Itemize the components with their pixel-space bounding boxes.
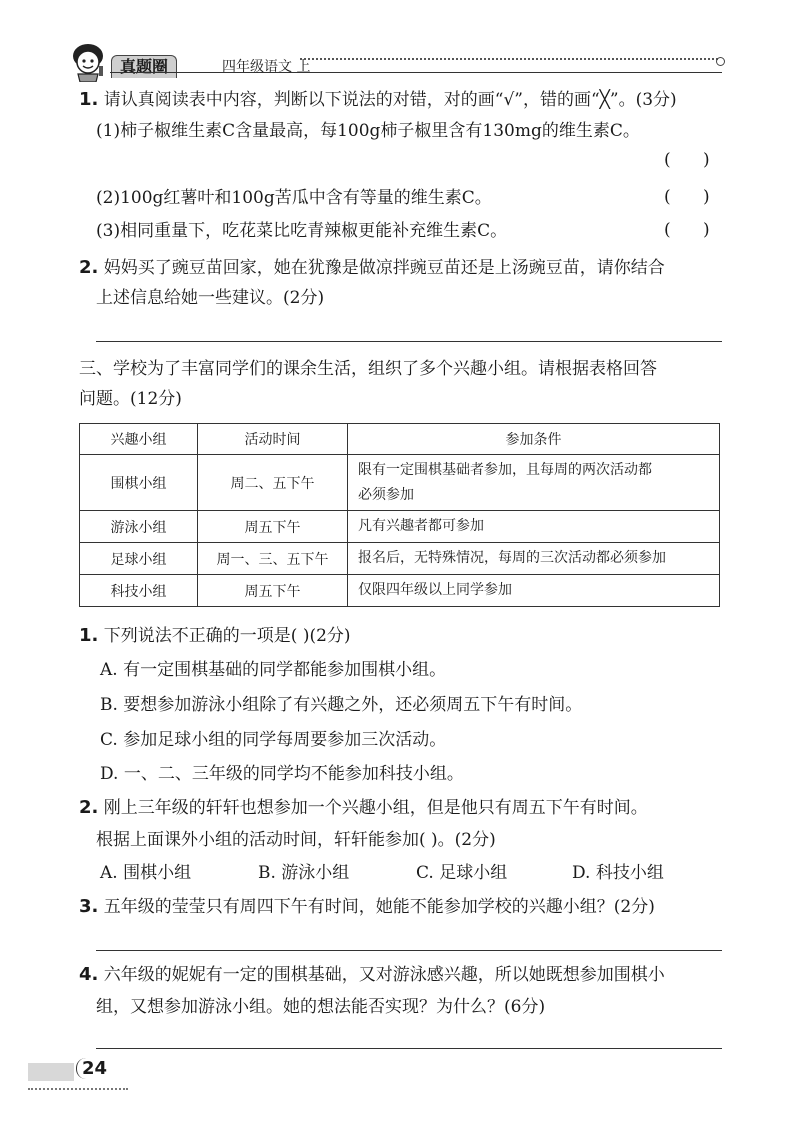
column-header: 兴趣小组 <box>80 424 198 455</box>
question-2-2 <box>79 257 665 279</box>
group-cell: 科技小组 <box>80 575 198 607</box>
condition-cell: 报名后，无特殊情况，每周的三次活动都必须参加 <box>348 543 720 575</box>
question-number: 3. <box>79 896 99 917</box>
section-3-intro: 三、学校为了丰富同学们的课余生活，组织了多个兴趣小组。请根据表格回答 <box>79 359 657 379</box>
question-text-line2: 组，又想参加游泳小组。她的想法能否实现？为什么？(6分) <box>96 997 546 1017</box>
column-header: 活动时间 <box>198 424 348 455</box>
question-number: 4. <box>79 964 99 985</box>
question-text: 请认真阅读表中内容，判断以下说法的对错，对的画“√”，错的画“╳”。(3分) <box>103 90 677 110</box>
judge-item-3: (3)相同重量下，吃花菜比吃青辣椒更能补充维生素C。 <box>96 221 508 241</box>
question-text: 下列说法不正确的一项是( )(2分) <box>103 626 351 646</box>
judge-item-1: (1)柿子椒维生素C含量最高，每100g柿子椒里含有130mg的维生素C。 <box>96 121 640 141</box>
answer-line[interactable] <box>96 341 722 342</box>
condition-line: 必须参加 <box>358 486 414 503</box>
group-cell: 游泳小组 <box>80 511 198 543</box>
page-number: 24 <box>76 1058 107 1079</box>
question-2-1 <box>79 89 677 111</box>
table-row <box>80 575 720 607</box>
question-number: 2. <box>79 797 99 818</box>
time-cell: 周二、五下午 <box>198 455 348 511</box>
condition-line: 限有一定围棋基础者参加，且每周的两次活动都 <box>358 461 652 478</box>
interest-group-table <box>79 423 720 607</box>
table-row <box>80 543 720 575</box>
question-3-2 <box>79 797 648 819</box>
answer-blank[interactable]: ( ) <box>664 150 710 170</box>
option-a: A. 围棋小组 <box>100 863 192 883</box>
answer-line[interactable] <box>96 950 722 951</box>
condition-cell <box>348 455 720 511</box>
table-row <box>80 511 720 543</box>
option-b: B. 要想参加游泳小组除了有兴趣之外，还必须周五下午有时间。 <box>100 695 583 715</box>
footer-dotted-line <box>28 1088 128 1090</box>
option-d: D. 科技小组 <box>572 863 664 883</box>
option-d: D. 一、二、三年级的同学均不能参加科技小组。 <box>100 764 464 784</box>
header-badge: 真题圈 <box>111 55 177 78</box>
option-a: A. 有一定围棋基础的同学都能参加围棋小组。 <box>100 660 447 680</box>
question-3-4 <box>79 964 665 986</box>
group-cell: 围棋小组 <box>80 455 198 511</box>
question-text-line2: 上述信息给她一些建议。(2分) <box>96 288 325 308</box>
time-cell: 周五下午 <box>198 575 348 607</box>
section-3-intro-line2: 问题。(12分) <box>79 389 182 409</box>
question-number: 2. <box>79 257 99 278</box>
group-cell: 足球小组 <box>80 543 198 575</box>
question-number: 1. <box>79 89 99 110</box>
header-rule <box>110 72 722 73</box>
question-text: 五年级的莹莹只有周四下午有时间，她能不能参加学校的兴趣小组？(2分) <box>103 897 655 917</box>
table-header-row <box>80 424 720 455</box>
page-number-bar <box>28 1063 74 1081</box>
answer-blank[interactable]: ( ) <box>664 220 710 240</box>
time-cell: 周五下午 <box>198 511 348 543</box>
answer-line[interactable] <box>96 1048 722 1049</box>
condition-cell: 仅限四年级以上同学参加 <box>348 575 720 607</box>
table-row <box>80 455 720 511</box>
option-c: C. 参加足球小组的同学每周要参加三次活动。 <box>100 730 447 750</box>
question-text: 刚上三年级的轩轩也想参加一个兴趣小组，但是他只有周五下午有时间。 <box>103 798 648 818</box>
option-c: C. 足球小组 <box>416 863 508 883</box>
question-number: 1. <box>79 625 99 646</box>
column-header: 参加条件 <box>348 424 720 455</box>
answer-blank[interactable]: ( ) <box>664 187 710 207</box>
subject-label: 四年级语文 上 <box>222 59 311 75</box>
header-dotted-line <box>300 58 718 60</box>
condition-cell: 凡有兴趣者都可参加 <box>348 511 720 543</box>
question-3-1 <box>79 625 351 647</box>
judge-item-2: (2)100g红薯叶和100g苦瓜中含有等量的维生素C。 <box>96 188 492 208</box>
question-text-line2: 根据上面课外小组的活动时间，轩轩能参加( )。(2分) <box>96 830 496 850</box>
question-3-3 <box>79 896 655 918</box>
mascot-logo <box>66 40 110 82</box>
time-cell: 周一、三、五下午 <box>198 543 348 575</box>
question-text: 六年级的妮妮有一定的围棋基础，又对游泳感兴趣，所以她既想参加围棋小 <box>103 965 665 985</box>
question-text: 妈妈买了豌豆苗回家，她在犹豫是做凉拌豌豆苗还是上汤豌豆苗，请你结合 <box>103 258 665 278</box>
option-b: B. 游泳小组 <box>258 863 350 883</box>
header-ring <box>716 57 725 66</box>
